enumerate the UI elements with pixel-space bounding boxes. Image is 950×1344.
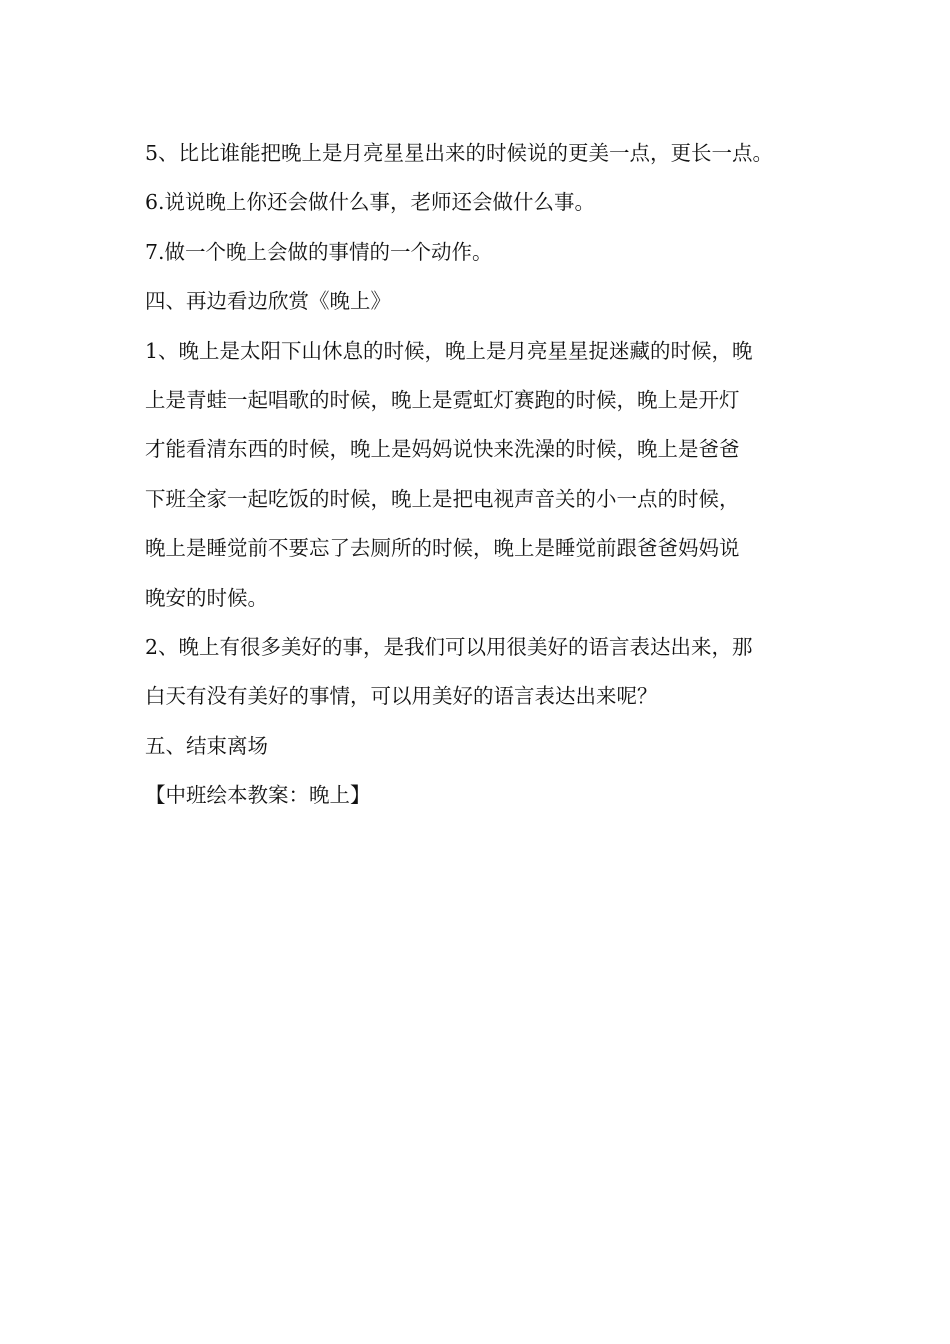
paragraph-line: 下班全家一起吃饭的时候，晚上是把电视声音关的小一点的时候， <box>145 486 740 511</box>
paragraph-line: 6.说说晚上你还会做什么事，老师还会做什么事。 <box>145 190 596 215</box>
paragraph-line: 上是青蛙一起唱歌的时候，晚上是霓虹灯赛跑的时候，晚上是开灯 <box>145 387 740 412</box>
section-heading: 四、再边看边欣赏《晚上》 <box>145 289 391 314</box>
document-title-footer: 【中班绘本教案：晚上】 <box>145 783 371 808</box>
paragraph-line: 1、晚上是太阳下山休息的时候，晚上是月亮星星捉迷藏的时候，晚 <box>145 338 753 363</box>
paragraph-line: 晚安的时候。 <box>145 585 268 610</box>
document-body <box>145 133 825 824</box>
paragraph-line: 白天有没有美好的事情，可以用美好的语言表达出来呢？ <box>145 684 658 709</box>
paragraph-line: 7.做一个晚上会做的事情的一个动作。 <box>145 239 493 264</box>
section-heading: 五、结束离场 <box>145 733 268 758</box>
paragraph-line: 2、晚上有很多美好的事，是我们可以用很美好的语言表达出来，那 <box>145 634 753 659</box>
paragraph-line: 5、比比谁能把晚上是月亮星星出来的时候说的更美一点，更长一点。 <box>145 141 774 165</box>
paragraph-line: 晚上是睡觉前不要忘了去厕所的时候，晚上是睡觉前跟爸爸妈妈说 <box>145 536 740 561</box>
paragraph-line: 才能看清东西的时候，晚上是妈妈说快来洗澡的时候，晚上是爸爸 <box>145 437 740 462</box>
